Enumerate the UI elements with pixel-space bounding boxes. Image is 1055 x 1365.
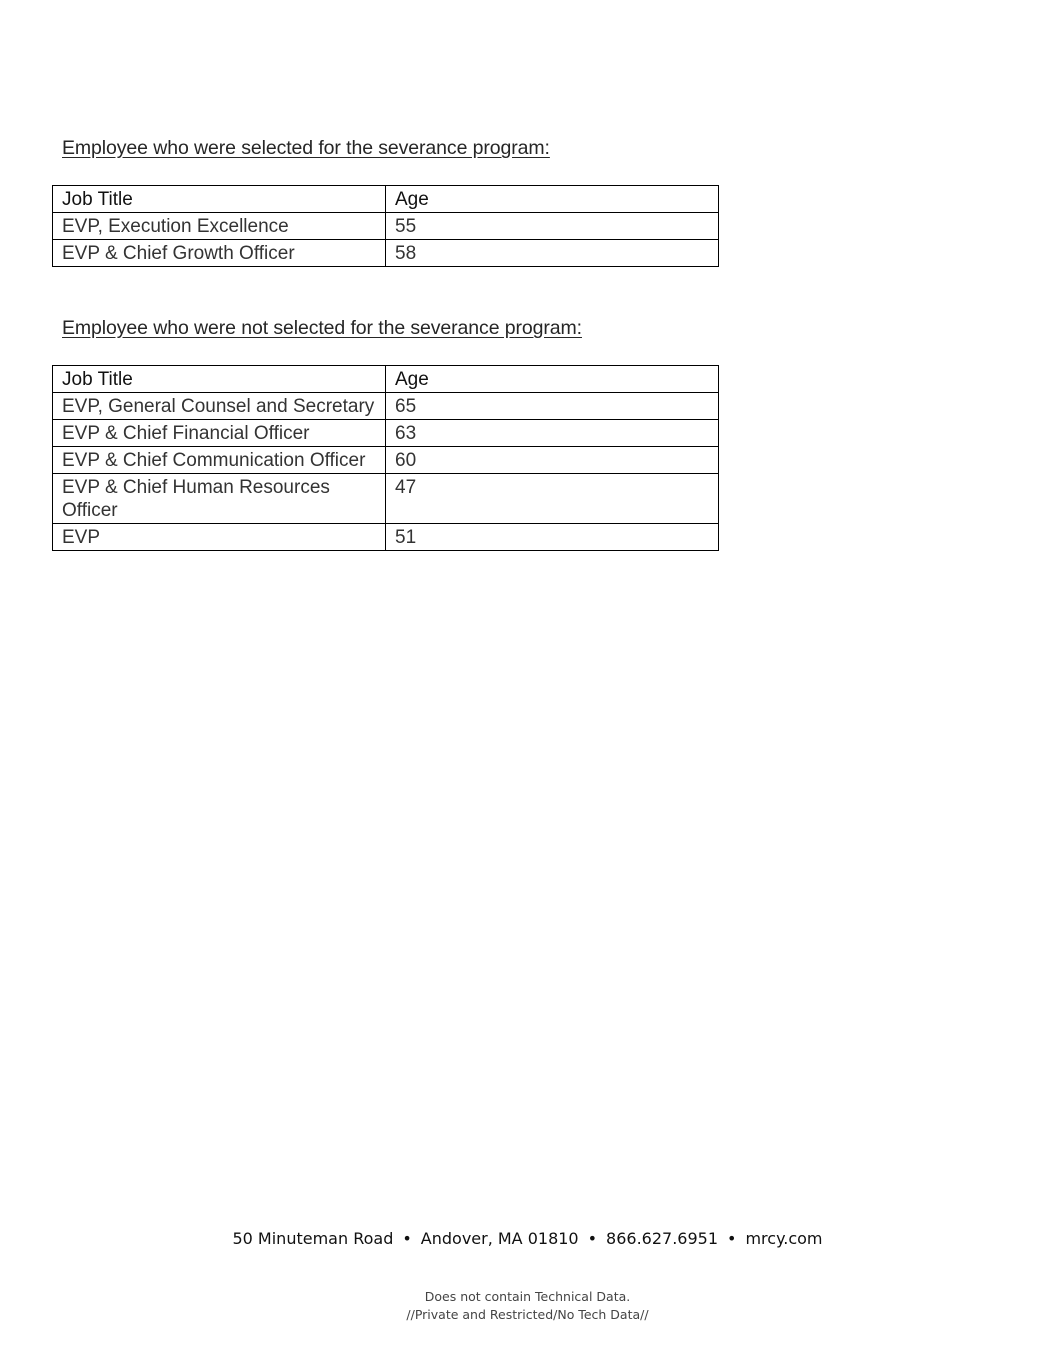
not-selected-table	[52, 365, 719, 551]
selected-table	[52, 185, 719, 267]
table-row	[53, 474, 719, 524]
job-title-cell: EVP & Chief Growth Officer	[53, 240, 386, 267]
table-row	[53, 393, 719, 420]
footer-note-technical: Does not contain Technical Data.	[424, 1289, 631, 1304]
footer-street: 50 Minuteman Road	[232, 1229, 394, 1248]
job-title-cell: EVP & Chief Human Resources Officer	[53, 474, 386, 524]
job-title-cell: EVP & Chief Communication Officer	[53, 447, 386, 474]
age-cell: 55	[386, 213, 719, 240]
job-title-cell: EVP & Chief Financial Officer	[53, 420, 386, 447]
footer-phone: 866.627.6951	[606, 1229, 719, 1248]
not-selected-heading: Employee who were not selected for the severance program:	[62, 317, 582, 339]
age-cell: 47	[386, 474, 719, 524]
column-header-job-title: Job Title	[53, 186, 386, 213]
footer-city: Andover, MA 01810	[420, 1229, 579, 1248]
table-row	[53, 420, 719, 447]
job-title-cell: EVP	[53, 524, 386, 551]
table-row	[53, 524, 719, 551]
footer-website: mrcy.com	[745, 1229, 823, 1248]
table-header-row	[53, 186, 719, 213]
selected-heading: Employee who were selected for the severance program:	[62, 137, 550, 159]
job-title-cell: EVP, Execution Excellence	[53, 213, 386, 240]
bullet-separator: •	[587, 1229, 598, 1248]
table-row	[53, 240, 719, 267]
footer-note-restricted: //Private and Restricted/No Tech Data//	[406, 1307, 649, 1322]
column-header-age: Age	[386, 366, 719, 393]
bullet-separator: •	[727, 1229, 737, 1248]
age-cell: 51	[386, 524, 719, 551]
age-cell: 63	[386, 420, 719, 447]
age-cell: 65	[386, 393, 719, 420]
table-row	[53, 213, 719, 240]
column-header-job-title: Job Title	[53, 366, 386, 393]
age-cell: 58	[386, 240, 719, 267]
bullet-separator: •	[402, 1229, 412, 1248]
footer-address	[0, 1229, 1055, 1248]
table-header-row	[53, 366, 719, 393]
column-header-age: Age	[386, 186, 719, 213]
table-row	[53, 447, 719, 474]
age-cell: 60	[386, 447, 719, 474]
job-title-cell: EVP, General Counsel and Secretary	[53, 393, 386, 420]
